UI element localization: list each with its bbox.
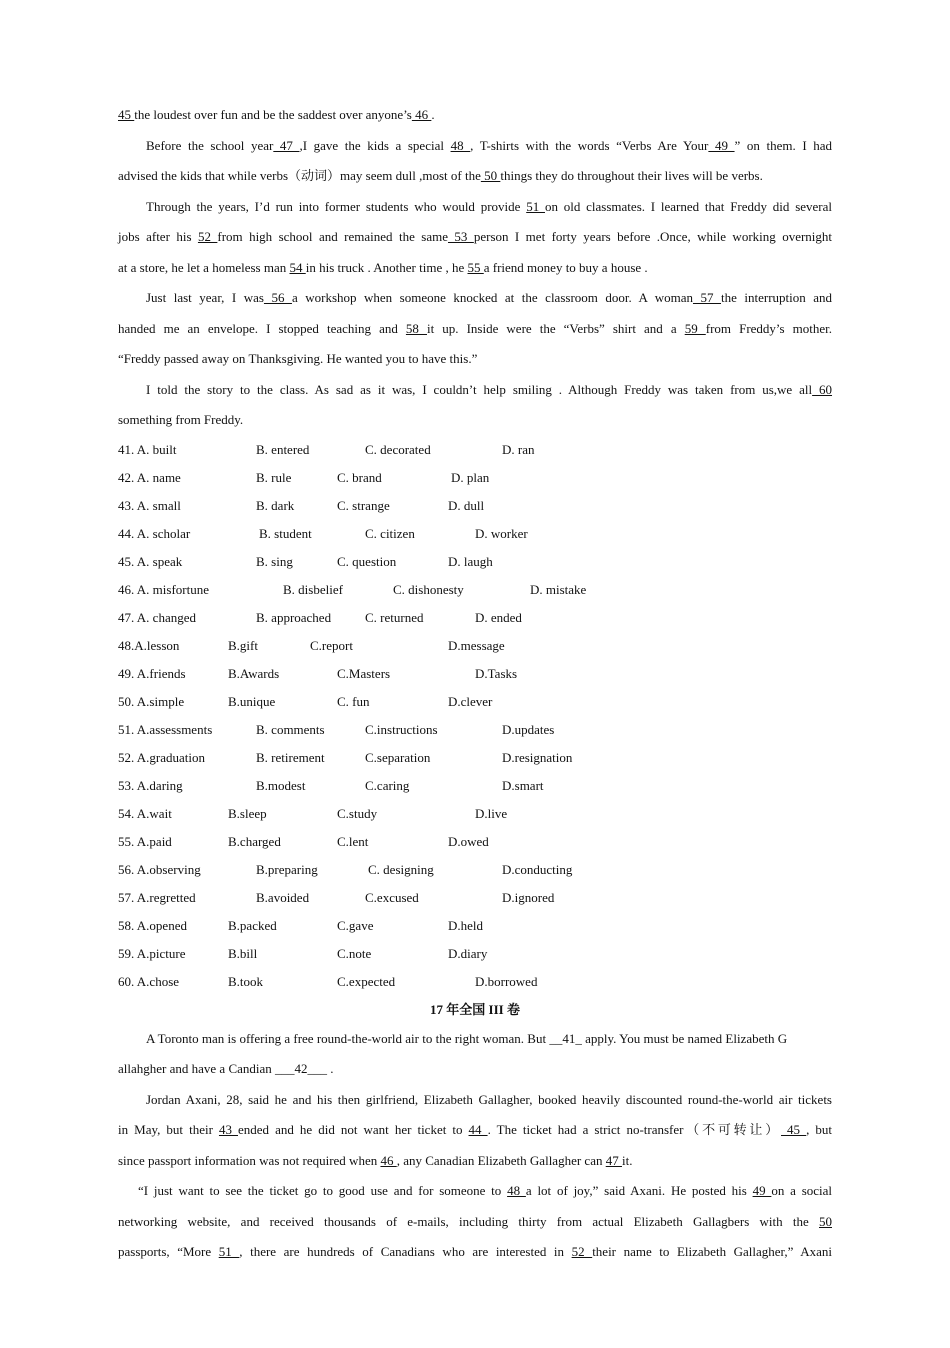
option-c: C.excused xyxy=(365,889,419,905)
option-row xyxy=(118,940,832,968)
option-c: C. fun xyxy=(337,693,370,709)
blank-number: 47 xyxy=(605,1152,622,1168)
option-n: 57. A.regretted xyxy=(118,889,196,905)
option-row xyxy=(118,492,832,520)
text-line xyxy=(118,192,832,223)
text-run: I told the story to the class. As sad as it was, I couldn’t help smiling . Although Freddy was taken from us,we all xyxy=(146,381,813,397)
text-run: “I just want to see the ticket go to good use and for someone to xyxy=(138,1183,508,1198)
text-run: on a social xyxy=(771,1183,833,1198)
text-line xyxy=(118,283,832,314)
text-line xyxy=(118,222,832,253)
blank-number: 57 xyxy=(692,290,721,305)
option-b: B.gift xyxy=(228,637,258,653)
text-run: handed me an envelope. I stopped teaching and xyxy=(118,320,406,336)
text-line xyxy=(118,405,832,436)
text-line xyxy=(110,1176,832,1207)
option-b: B. approached xyxy=(256,609,332,625)
option-d: D.diary xyxy=(448,945,488,961)
text-run: ended and he did not want her ticket to xyxy=(238,1122,469,1137)
blank-number: 46 xyxy=(411,107,432,122)
option-c: C. citizen xyxy=(365,525,415,541)
option-row xyxy=(118,464,832,492)
text-line xyxy=(118,1237,832,1268)
option-d: D. plan xyxy=(451,469,490,485)
option-row xyxy=(118,800,832,828)
text-run: , but xyxy=(806,1122,833,1137)
option-c: C. question xyxy=(337,553,397,569)
blank-number: 54 xyxy=(289,259,306,275)
option-d: D.updates xyxy=(502,721,555,737)
option-c: C.caring xyxy=(365,777,410,793)
text-line xyxy=(118,1115,832,1146)
text-run: it up. Inside were the “Verbs” shirt and a xyxy=(426,320,685,336)
option-b: B.unique xyxy=(228,693,276,709)
text-line xyxy=(118,314,832,345)
option-b: B. comments xyxy=(256,721,325,737)
option-n: 41. A. built xyxy=(118,441,177,457)
text-run: it. xyxy=(621,1152,633,1168)
blank-number: 44 xyxy=(468,1122,488,1137)
blank-number: 49 xyxy=(752,1183,772,1198)
text-run: from high school and remained the same xyxy=(217,229,448,244)
option-b: B. retirement xyxy=(256,749,325,765)
blank-number: 49 xyxy=(708,137,735,153)
text-line xyxy=(118,253,832,284)
text-run: the interruption and xyxy=(721,290,833,305)
text-run: person I met forty years before .Once, while working overnight xyxy=(473,229,833,244)
option-c: C.Masters xyxy=(337,665,391,681)
blank-number: 53 xyxy=(447,229,474,244)
text-line xyxy=(118,1085,832,1116)
option-n: 55. A.paid xyxy=(118,833,172,849)
option-c: C. designing xyxy=(368,861,434,877)
blank-number: 48 xyxy=(507,1183,526,1198)
text-run: Through the years, I’d run into former students who would provide xyxy=(146,198,527,214)
text-line xyxy=(118,100,832,131)
text-run: . The ticket had a strict no-transfer（不可转让） xyxy=(487,1122,782,1137)
text-line xyxy=(118,131,832,162)
blank-number: 50 xyxy=(480,168,501,183)
option-c: C. returned xyxy=(365,609,424,625)
text-run: a lot of joy,” said Axani. He posted his xyxy=(525,1183,753,1198)
option-b: B.packed xyxy=(228,917,277,933)
text-run: , any Canadian Elizabeth Gallagher can xyxy=(396,1152,606,1168)
option-b: B. rule xyxy=(256,469,292,485)
text-run: from Freddy’s mother. xyxy=(705,320,833,336)
blank-number: 56 xyxy=(263,290,292,305)
option-row xyxy=(118,688,832,716)
blank-number: 60 xyxy=(812,381,833,397)
text-run: ,I gave the kids a special xyxy=(299,137,451,153)
option-c: C.instructions xyxy=(365,721,438,737)
text-run: a workshop when someone knocked at the classroom door. A woman xyxy=(291,290,693,305)
option-row xyxy=(118,884,832,912)
option-d: D.held xyxy=(448,917,484,933)
text-run: allahgher and have a Candian ___42___ . xyxy=(118,1061,334,1076)
option-row xyxy=(118,772,832,800)
option-b: B. sing xyxy=(256,553,293,569)
option-c: C.gave xyxy=(337,917,374,933)
option-c: C. strange xyxy=(337,497,390,513)
section-heading: 17 年全国 III 卷 xyxy=(430,1001,520,1017)
option-d: D. worker xyxy=(475,525,528,541)
option-b: B.avoided xyxy=(256,889,310,905)
option-c: C.report xyxy=(310,637,353,653)
text-run: on old classmates. I learned that Freddy did several xyxy=(544,198,833,214)
option-b: B.took xyxy=(228,973,264,989)
option-n: 60. A.chose xyxy=(118,973,180,989)
option-c: C.note xyxy=(337,945,372,961)
option-n: 45. A. speak xyxy=(118,553,183,569)
option-d: D.Tasks xyxy=(475,665,518,681)
text-run: jobs after his xyxy=(118,229,198,244)
text-run: Just last year, I was xyxy=(146,290,264,305)
option-n: 59. A.picture xyxy=(118,945,186,961)
text-run: , T-shirts with the words “Verbs Are Your xyxy=(470,137,709,153)
option-row xyxy=(118,604,832,632)
blank-number: 52 xyxy=(571,1244,593,1259)
blank-number: 50 xyxy=(819,1213,832,1229)
option-n: 49. A.friends xyxy=(118,665,186,681)
blank-number: 51 xyxy=(526,198,545,214)
option-c: C. dishonesty xyxy=(393,581,464,597)
text-line xyxy=(118,344,832,375)
option-row xyxy=(118,576,832,604)
option-row xyxy=(118,968,832,996)
blank-number: 46 xyxy=(380,1152,397,1168)
text-run: ” on them. I had xyxy=(734,137,833,153)
text-run: advised the kids that while verbs（动词）may seem dull ,most of the xyxy=(118,168,481,183)
blank-number: 55 xyxy=(467,259,484,275)
option-row xyxy=(118,744,832,772)
blank-number: 45 xyxy=(118,107,135,122)
option-b: B.charged xyxy=(228,833,281,849)
text-run: a friend money to buy a house . xyxy=(483,259,648,275)
blank-number: 59 xyxy=(684,320,706,336)
text-run: in his truck . Another time , he xyxy=(305,259,468,275)
option-d: D.clever xyxy=(448,693,493,709)
option-c: C.study xyxy=(337,805,378,821)
option-d: D.conducting xyxy=(502,861,573,877)
text-line xyxy=(118,375,832,406)
text-run: at a store, he let a homeless man xyxy=(118,259,290,275)
option-n: 50. A.simple xyxy=(118,693,185,709)
option-b: B.preparing xyxy=(256,861,318,877)
passage-1 xyxy=(118,100,832,436)
option-d: D.smart xyxy=(502,777,544,793)
text-line xyxy=(118,161,832,192)
text-run: , there are hundreds of Canadians who are interested in xyxy=(239,1244,572,1259)
option-c: C.lent xyxy=(337,833,369,849)
option-n: 51. A.assessments xyxy=(118,721,213,737)
option-d: D. ended xyxy=(475,609,522,625)
text-run: something from Freddy. xyxy=(118,412,244,427)
option-n: 42. A. name xyxy=(118,469,181,485)
option-row xyxy=(118,436,832,464)
option-n: 53. A.daring xyxy=(118,777,183,793)
option-b: B. entered xyxy=(256,441,310,457)
option-d: D. dull xyxy=(448,497,485,513)
option-row xyxy=(118,912,832,940)
blank-number: 47 xyxy=(273,137,300,153)
text-line xyxy=(118,1054,832,1085)
option-d: D.message xyxy=(448,637,505,653)
option-b: B. disbelief xyxy=(283,581,343,597)
option-n: 43. A. small xyxy=(118,497,181,513)
option-row xyxy=(118,548,832,576)
blank-number: 45 xyxy=(781,1122,807,1137)
option-row xyxy=(118,660,832,688)
option-row xyxy=(118,632,832,660)
blank-number: 58 xyxy=(405,320,427,336)
option-b: B. dark xyxy=(256,497,295,513)
option-d: D. ran xyxy=(502,441,535,457)
option-c: C.expected xyxy=(337,973,396,989)
text-run: passports, “More xyxy=(118,1244,219,1259)
blank-number: 43 xyxy=(218,1122,238,1137)
option-d: D. laugh xyxy=(448,553,493,569)
text-line xyxy=(118,1024,832,1055)
option-n: 52. A.graduation xyxy=(118,749,206,765)
text-run: the loudest over fun and be the saddest over anyone’s xyxy=(134,107,412,122)
passage-2 xyxy=(118,1024,832,1268)
option-n: 44. A. scholar xyxy=(118,525,191,541)
text-run: Before the school year xyxy=(146,137,274,153)
text-run: . xyxy=(431,107,435,122)
blank-number: 52 xyxy=(197,229,218,244)
option-c: C. decorated xyxy=(365,441,431,457)
option-b: B.modest xyxy=(256,777,306,793)
option-n: 54. A.wait xyxy=(118,805,172,821)
blank-number: 51 xyxy=(218,1244,240,1259)
option-b: B.sleep xyxy=(228,805,267,821)
text-run: in May, but their xyxy=(118,1122,219,1137)
option-row xyxy=(118,520,832,548)
option-n: 48.A.lesson xyxy=(118,637,180,653)
option-d: D.ignored xyxy=(502,889,555,905)
blank-number: 48 xyxy=(450,137,471,153)
answer-options xyxy=(118,436,832,996)
option-n: 58. A.opened xyxy=(118,917,187,933)
option-row xyxy=(118,716,832,744)
text-line xyxy=(118,1207,832,1238)
option-b: B. student xyxy=(259,525,312,541)
text-run: since passport information was not required when xyxy=(118,1152,381,1168)
text-line xyxy=(118,1146,832,1177)
option-b: B.Awards xyxy=(228,665,280,681)
option-n: 47. A. changed xyxy=(118,609,196,625)
text-run: their name to Elizabeth Gallagher,” Axani xyxy=(592,1244,833,1259)
option-n: 56. A.observing xyxy=(118,861,201,877)
text-run: “Freddy passed away on Thanksgiving. He wanted you to have this.” xyxy=(118,351,478,366)
option-d: D.resignation xyxy=(502,749,573,765)
text-run: networking website, and received thousands of e-mails, including thirty from actual Elizabeth Gallagbers with the xyxy=(118,1213,819,1229)
option-row xyxy=(118,828,832,856)
option-d: D.live xyxy=(475,805,508,821)
document-page xyxy=(118,100,832,1268)
text-run: things they do throughout their lives will be verbs. xyxy=(500,168,763,183)
option-b: B.bill xyxy=(228,945,258,961)
option-n: 46. A. misfortune xyxy=(118,581,209,597)
option-c: C.separation xyxy=(365,749,431,765)
text-run: Jordan Axani, 28, said he and his then girlfriend, Elizabeth Gallagher, booked heavily discounted round-the-world air tickets xyxy=(146,1091,832,1107)
option-c: C. brand xyxy=(337,469,382,485)
option-d: D. mistake xyxy=(530,581,587,597)
option-row xyxy=(118,856,832,884)
option-d: D.borrowed xyxy=(475,973,538,989)
text-run: A Toronto man is offering a free round-the-world air to the right woman. But __41_ apply. You must be named Elizabeth G xyxy=(146,1030,788,1046)
option-d: D.owed xyxy=(448,833,489,849)
